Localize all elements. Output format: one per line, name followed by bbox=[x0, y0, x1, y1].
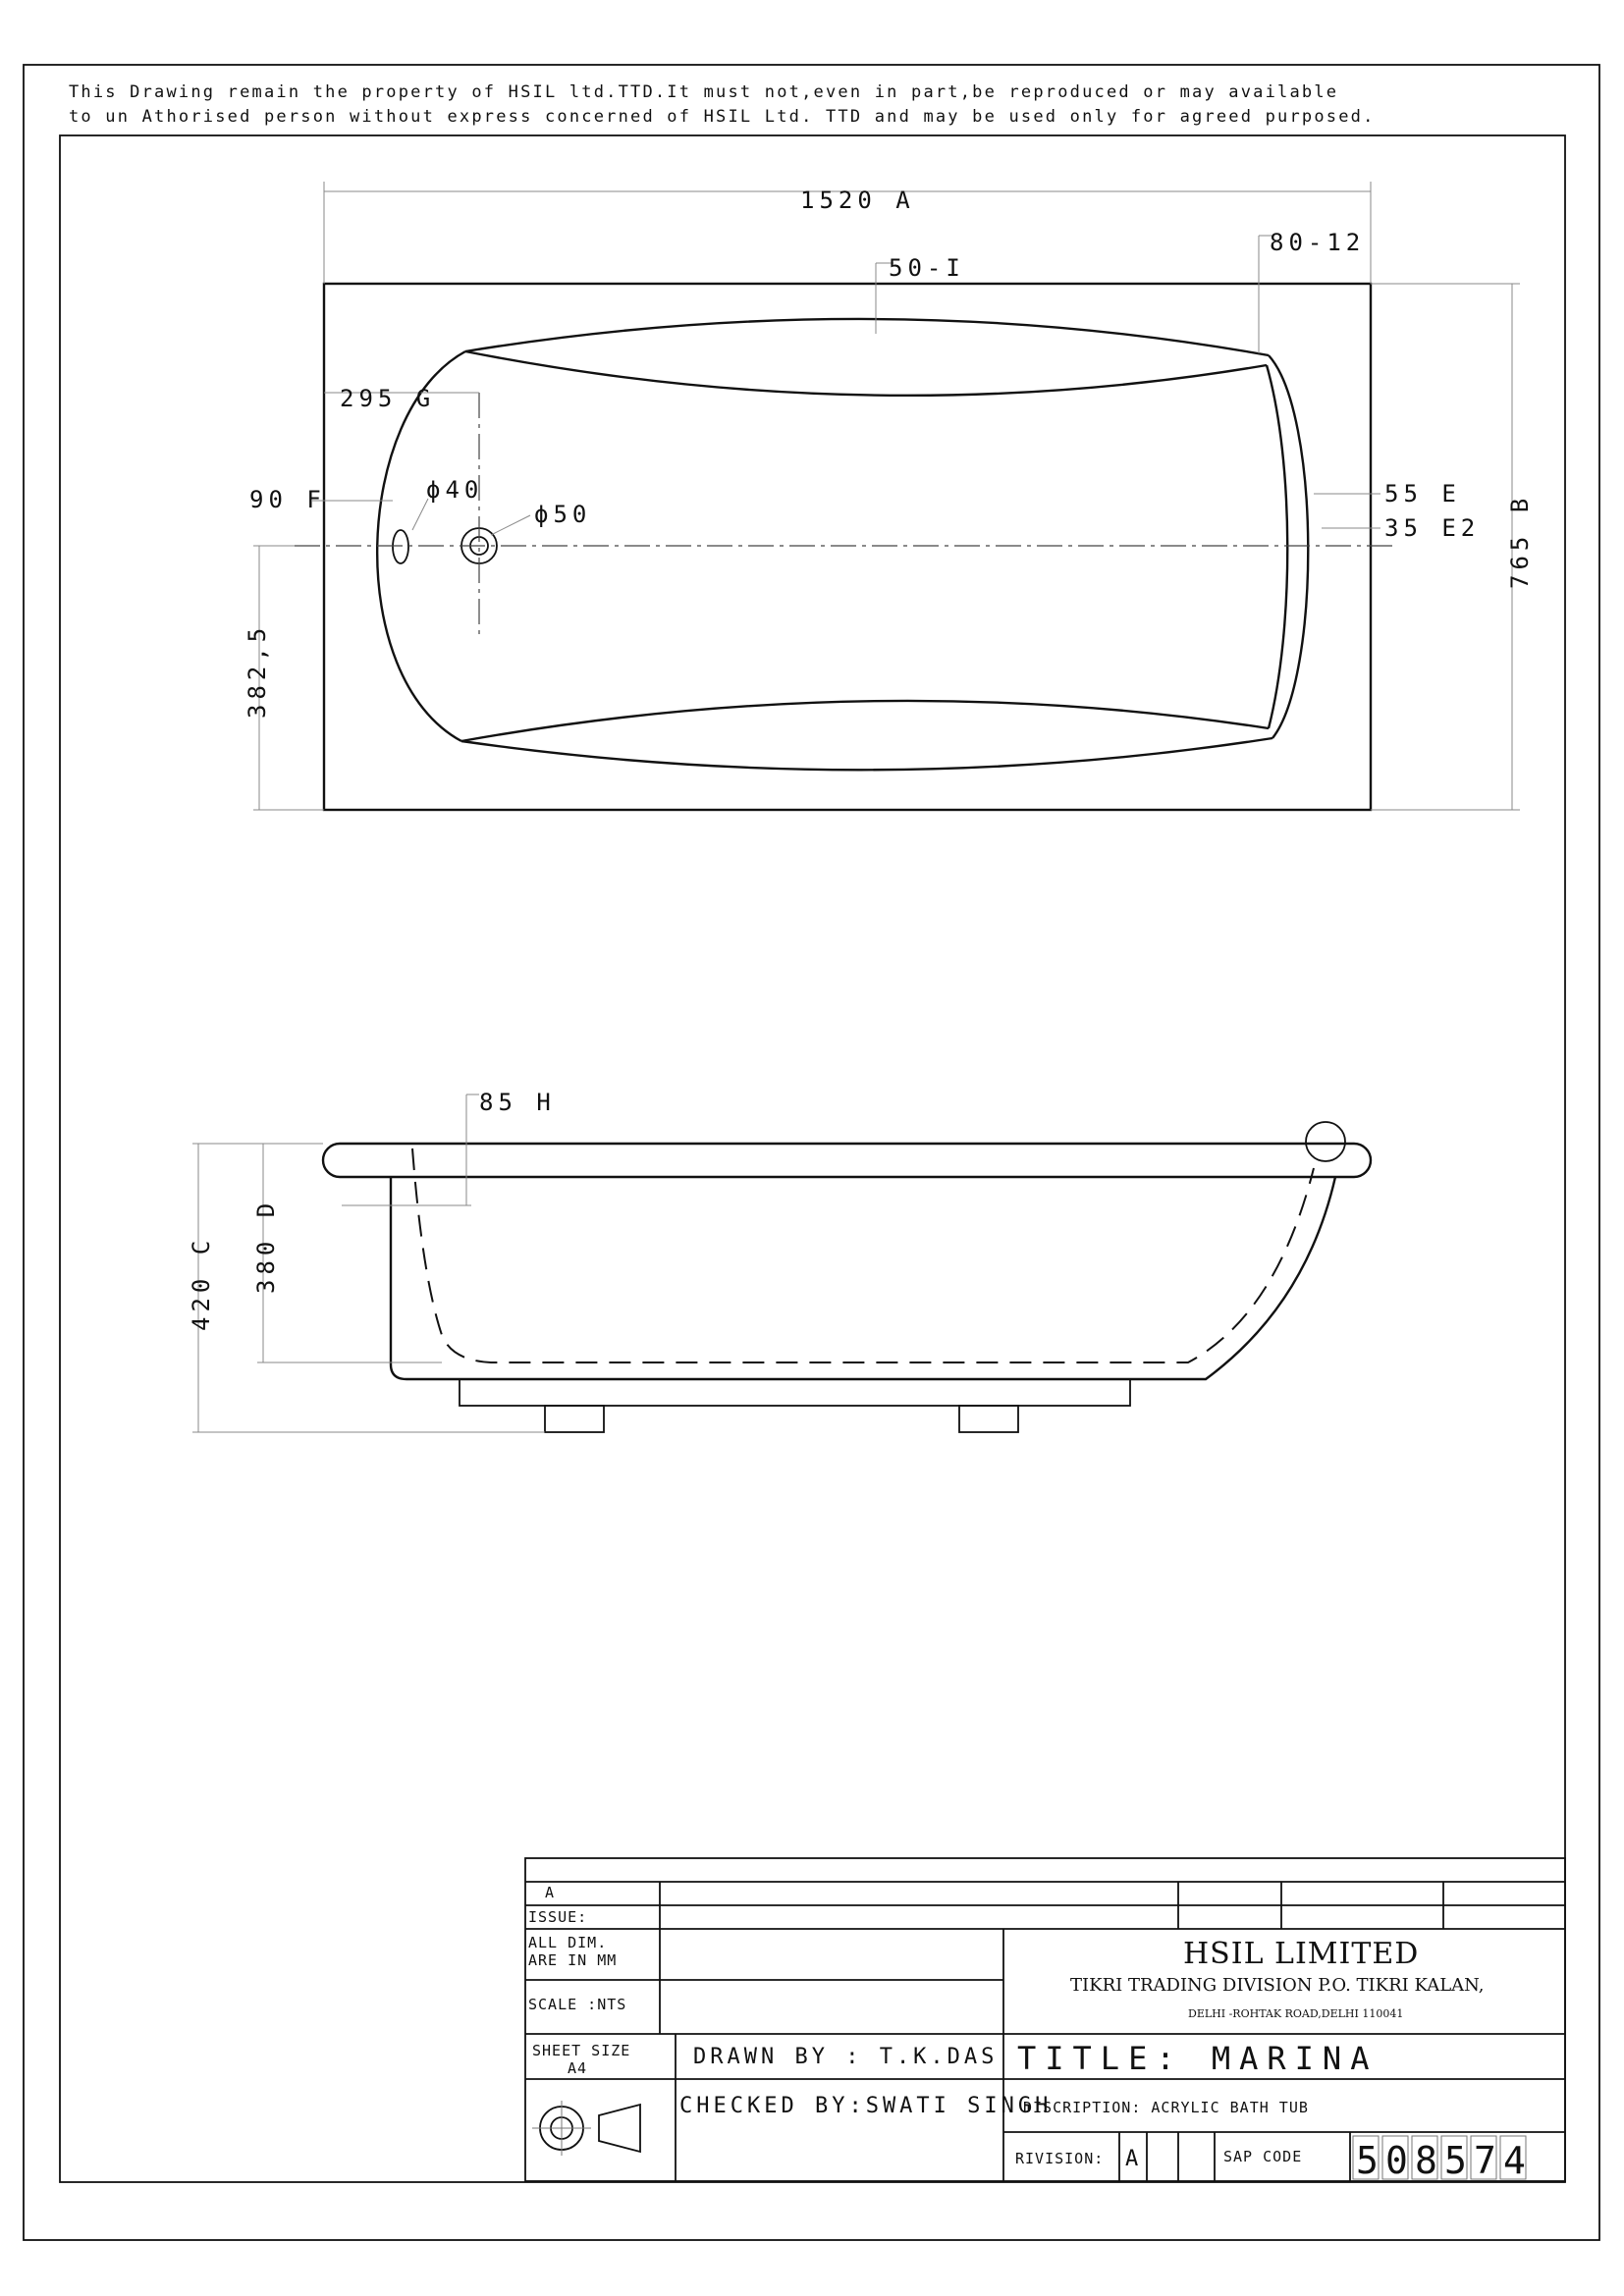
side-foot-left bbox=[545, 1406, 604, 1432]
plan-outline bbox=[324, 284, 1371, 810]
plan-bowl-right-end bbox=[1267, 365, 1287, 728]
side-rim bbox=[323, 1144, 1371, 1177]
side-view bbox=[188, 1089, 1371, 1432]
side-base-plate bbox=[460, 1379, 1130, 1406]
plan-bowl-top-edge bbox=[465, 319, 1269, 355]
company-address: DELHI -ROHTAK ROAD,DELHI 110041 bbox=[1188, 2007, 1404, 2020]
side-rim-roll bbox=[1306, 1122, 1345, 1161]
sap-digit: 5 bbox=[1444, 2139, 1467, 2182]
side-inner-dashed bbox=[412, 1148, 1314, 1362]
all-dim-label-2: ARE IN MM bbox=[528, 1951, 618, 1969]
dim-side-rim-label: 85 H bbox=[479, 1089, 556, 1116]
dim-width-label: 765 B bbox=[1506, 493, 1534, 589]
dim-overflow-dia-label: ϕ40 bbox=[426, 476, 484, 504]
drawing-frame bbox=[60, 135, 1565, 2182]
sap-digit: 8 bbox=[1415, 2139, 1437, 2182]
copyright-line-1: This Drawing remain the property of HSIL ltd.TTD.It must not,even in part,be reproduced or may available bbox=[69, 82, 1339, 102]
sap-code-digits bbox=[1353, 2136, 1526, 2182]
dim-side-total-height-label: 420 C bbox=[188, 1235, 215, 1331]
copyright-line-2: to un Athorised person without express concerned of HSIL Ltd. TTD and may be used only for agreed purposed. bbox=[69, 107, 1376, 127]
company-division: TIKRI TRADING DIVISION P.O. TIKRI KALAN, bbox=[1070, 1975, 1485, 1996]
plan-bowl-bottom-edge bbox=[461, 701, 1269, 741]
outer-frame bbox=[24, 65, 1599, 2240]
dim-half-width-label: 382,5 bbox=[244, 622, 271, 719]
side-shell-outline bbox=[391, 1177, 1335, 1379]
side-foot-right bbox=[959, 1406, 1018, 1432]
dim-right-e2-label: 35 E2 bbox=[1384, 514, 1481, 542]
dim-rim-top-label: 50-I bbox=[889, 254, 965, 282]
first-angle-projection-icon bbox=[532, 2101, 640, 2156]
plan-bowl-top-inner bbox=[465, 351, 1267, 396]
scale-label: SCALE :NTS bbox=[528, 1996, 627, 2013]
revision-label: RIVISION: bbox=[1015, 2150, 1105, 2167]
sap-digit: 0 bbox=[1385, 2139, 1408, 2182]
title-block bbox=[525, 1858, 1565, 2182]
company-name: HSIL LIMITED bbox=[1183, 1937, 1420, 1971]
drawing-description: DISCRIPTION: ACRYLIC BATH TUB bbox=[1023, 2099, 1309, 2116]
dim-bowl-start-label: 295 G bbox=[340, 385, 436, 412]
sheet-size-label: SHEET SIZE bbox=[532, 2042, 631, 2059]
sheet-size-value: A4 bbox=[568, 2059, 588, 2077]
dim-length-label: 1520 A bbox=[800, 187, 915, 214]
sap-digit: 4 bbox=[1503, 2139, 1526, 2182]
dim-right-e-label: 55 E bbox=[1384, 480, 1461, 507]
issue-label: ISSUE: bbox=[528, 1908, 588, 1926]
sap-code-label: SAP CODE bbox=[1223, 2148, 1303, 2165]
dim-side-inner-depth-label: 380 D bbox=[252, 1198, 280, 1294]
all-dim-label-1: ALL DIM. bbox=[528, 1934, 608, 1951]
dim-overflow-x-label: 90 F bbox=[249, 486, 326, 513]
drawn-by: DRAWN BY : T.K.DAS bbox=[693, 2045, 999, 2069]
revision-value: A bbox=[1125, 2147, 1143, 2171]
sap-digit: 7 bbox=[1474, 2139, 1496, 2182]
revision-letter: A bbox=[545, 1884, 556, 1901]
plan-view bbox=[244, 182, 1534, 810]
drawing-title: TITLE: MARINA bbox=[1017, 2040, 1379, 2077]
overflow-hole bbox=[393, 530, 408, 563]
dim-drain-dia-label: ϕ50 bbox=[534, 501, 592, 528]
dim-rim-right-label: 80-12 bbox=[1270, 229, 1366, 256]
checked-by: CHECKED BY:SWATI SINGH bbox=[679, 2094, 1053, 2118]
sap-digit: 5 bbox=[1356, 2139, 1379, 2182]
plan-bowl-bottom-inner bbox=[461, 738, 1272, 770]
